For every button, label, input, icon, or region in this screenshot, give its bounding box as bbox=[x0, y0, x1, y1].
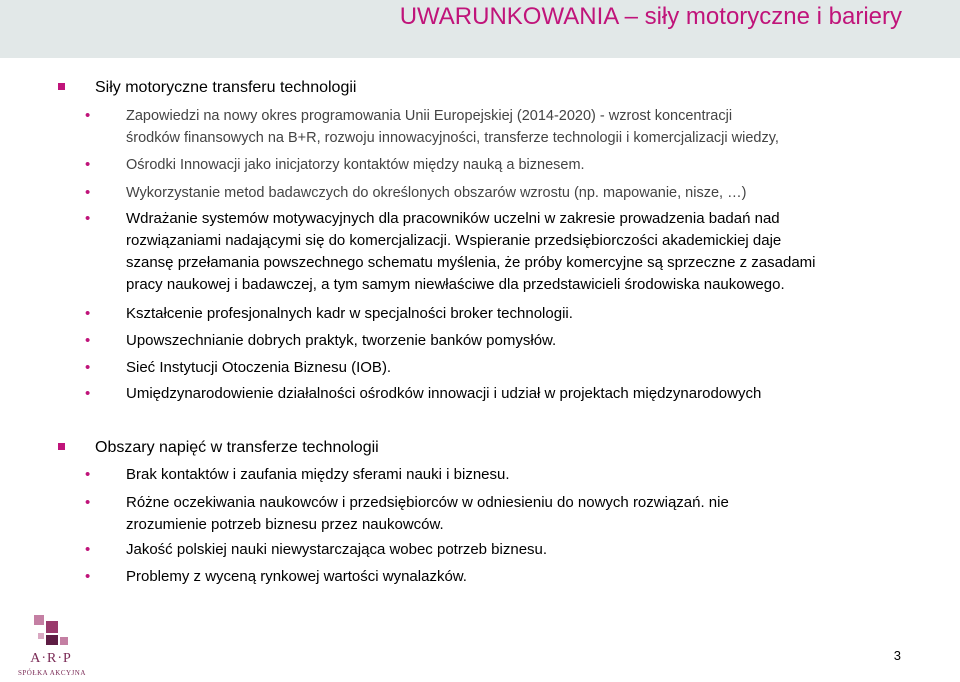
square-bullet-icon bbox=[58, 83, 65, 90]
list-item-line: Zapowiedzi na nowy okres programowania Unii Europejskiej (2014-2020) - wzrost koncentracji bbox=[126, 108, 733, 124]
list-item-line: Brak kontaktów i zaufania między sferami nauki i biznesu. bbox=[126, 466, 510, 483]
section-heading-tensions bbox=[58, 438, 458, 460]
list-item-line: pracy naukowej i badawczej, a tym samym niewłaściwe dla przedstawicieli środowiska naukowego. bbox=[126, 276, 785, 293]
page-number: 3 bbox=[893, 648, 901, 663]
bullet-icon: • bbox=[85, 332, 91, 349]
bullet-icon: • bbox=[85, 210, 91, 227]
arp-logo-mark-icon bbox=[18, 615, 84, 651]
arp-logo bbox=[18, 615, 84, 680]
list-item-line: Sieć Instytucji Otoczenia Biznesu (IOB). bbox=[126, 359, 392, 376]
bullet-icon: • bbox=[85, 359, 91, 376]
list-item-line: rozwiązaniami nadającymi się do komercjalizacji. Wspieranie przedsiębiorczości akademickiej daje bbox=[126, 232, 782, 249]
section-heading-text: Obszary napięć w transferze technologii bbox=[95, 439, 379, 456]
title-band bbox=[0, 0, 960, 58]
slide-title: UWARUNKOWANIA – siły motoryczne i bariery bbox=[399, 3, 902, 30]
list-item-line: Kształcenie profesjonalnych kadr w specjalności broker technologii. bbox=[126, 305, 573, 322]
section-heading-drivers bbox=[58, 78, 458, 100]
bullet-icon: • bbox=[85, 107, 91, 124]
bullet-icon: • bbox=[85, 305, 91, 322]
bullet-icon: • bbox=[85, 568, 91, 585]
bullet-icon: • bbox=[85, 466, 91, 483]
list-item-line: Wykorzystanie metod badawczych do określonych obszarów wzrostu (np. mapowanie, nisze, …) bbox=[126, 185, 747, 201]
list-item-line: środków finansowych na B+R, rozwoju innowacyjności, transferze technologii i komercjalizacji wiedzy, bbox=[126, 130, 779, 146]
logo-subtitle: SPÓŁKA AKCYJNA bbox=[18, 669, 86, 677]
bullet-icon: • bbox=[85, 494, 91, 511]
logo-letters: A·R·P bbox=[30, 651, 72, 666]
list-item-line: Różne oczekiwania naukowców i przedsiębiorców w odniesieniu do nowych rozwiązań. nie bbox=[126, 494, 729, 511]
bullet-icon: • bbox=[85, 385, 91, 402]
list-item-line: Problemy z wyceną rynkowej wartości wynalazków. bbox=[126, 568, 467, 585]
section-heading-text: Siły motoryczne transferu technologii bbox=[95, 79, 357, 96]
bullet-icon: • bbox=[85, 541, 91, 558]
list-item-line: Wdrażanie systemów motywacyjnych dla pracowników uczelni w zakresie prowadzenia badań nad bbox=[126, 210, 780, 227]
list-item-line: zrozumienie potrzeb biznesu przez naukowców. bbox=[126, 516, 444, 533]
list-item-line: Ośrodki Innowacji jako inicjatorzy kontaktów między nauką a biznesem. bbox=[126, 157, 585, 173]
bullet-icon: • bbox=[85, 184, 91, 201]
list-item-line: Umiędzynarodowienie działalności ośrodków innowacji i udział w projektach międzynarodowych bbox=[126, 385, 762, 402]
list-item-line: Jakość polskiej nauki niewystarczająca wobec potrzeb biznesu. bbox=[126, 541, 548, 558]
list-item-line: szansę przełamania powszechnego schematu myślenia, że próby komercyjne są sprzeczne z zasadami bbox=[126, 254, 816, 271]
list-item-line: Upowszechnianie dobrych praktyk, tworzenie banków pomysłów. bbox=[126, 332, 557, 349]
square-bullet-icon bbox=[58, 443, 65, 450]
bullet-icon: • bbox=[85, 156, 91, 173]
